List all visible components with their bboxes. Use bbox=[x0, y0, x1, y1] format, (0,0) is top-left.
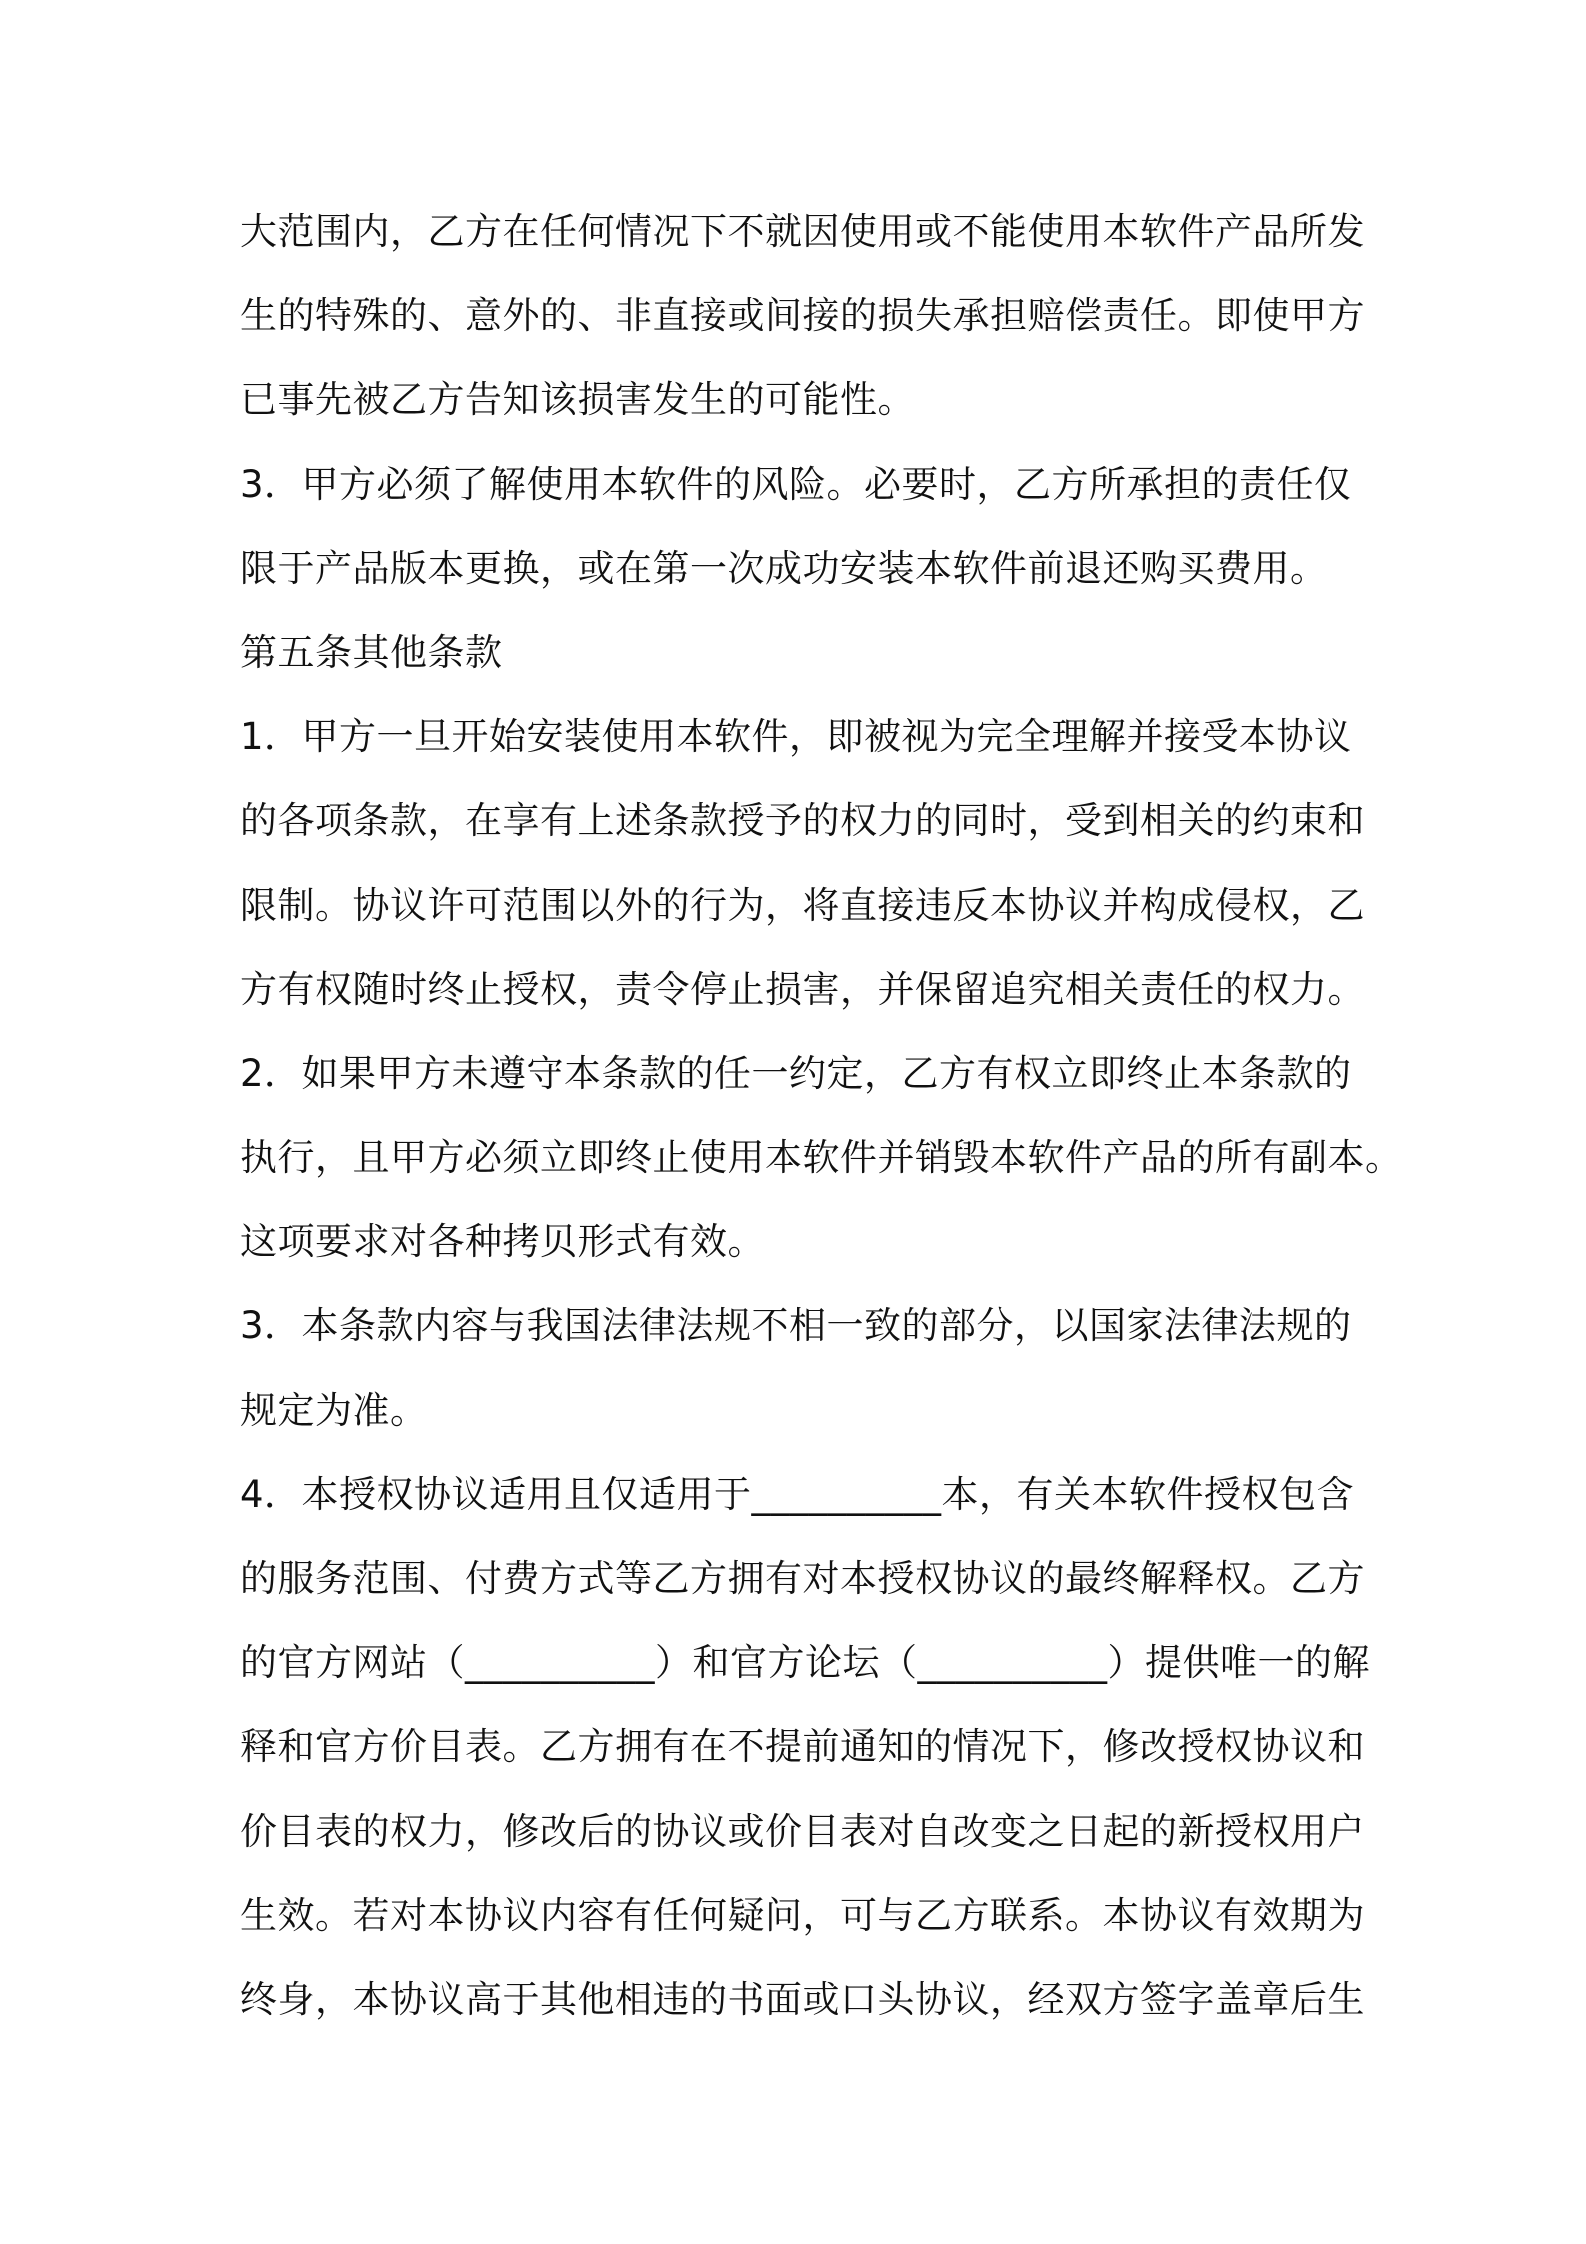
text-line: 这项要求对各种拷贝形式有效。 bbox=[240, 1220, 765, 1264]
text-line: 执行，且甲方必须立即终止使用本软件并销毁本软件产品的所有副本。 bbox=[240, 1136, 1403, 1180]
text-line: 的服务范围、付费方式等乙方拥有对本授权协议的最终解释权。乙方 bbox=[240, 1557, 1365, 1600]
section-heading: 第五条其他条款 bbox=[240, 630, 503, 674]
text-line: 的官方网站（__________）和官方论坛（__________）提供唯一的解 bbox=[240, 1641, 1370, 1685]
clause-line: 3．甲方必须了解使用本软件的风险。必要时，乙方所承担的责任仅 bbox=[240, 462, 1352, 506]
text-line: 已事先被乙方告知该损害发生的可能性。 bbox=[240, 378, 915, 422]
clause-line: 4．本授权协议适用且仅适用于__________本，有关本软件授权包含 bbox=[240, 1472, 1355, 1516]
text-line: 生的特殊的、意外的、非直接或间接的损失承担赔偿责任。即使甲方 bbox=[240, 294, 1365, 338]
document-body bbox=[240, 190, 1403, 2042]
text-line: 方有权随时终止授权，责令停止损害，并保留追究相关责任的权力。 bbox=[240, 967, 1365, 1011]
text-line: 规定为准。 bbox=[240, 1388, 428, 1432]
text-line: 限于产品版本更换，或在第一次成功安装本软件前退还购买费用。 bbox=[240, 546, 1328, 590]
text-line: 生效。若对本协议内容有任何疑问，可与乙方联系。本协议有效期为 bbox=[240, 1893, 1365, 1937]
clause-line: 1．甲方一旦开始安装使用本软件，即被视为完全理解并接受本协议 bbox=[240, 715, 1352, 759]
text-line: 终身，本协议高于其他相违的书面或口头协议，经双方签字盖章后生 bbox=[240, 1977, 1365, 2021]
text-line: 限制。协议许可范围以外的行为，将直接违反本协议并构成侵权，乙 bbox=[240, 883, 1365, 927]
text-line: 的各项条款，在享有上述条款授予的权力的同时，受到相关的约束和 bbox=[240, 799, 1365, 843]
clause-line: 3．本条款内容与我国法律法规不相一致的部分，以国家法律法规的 bbox=[240, 1304, 1352, 1348]
text-line: 大范围内，乙方在任何情况下不就因使用或不能使用本软件产品所发 bbox=[240, 210, 1365, 253]
text-line: 价目表的权力，修改后的协议或价目表对自改变之日起的新授权用户 bbox=[240, 1809, 1365, 1853]
text-line: 释和官方价目表。乙方拥有在不提前通知的情况下，修改授权协议和 bbox=[240, 1725, 1365, 1769]
clause-line: 2．如果甲方未遵守本条款的任一约定，乙方有权立即终止本条款的 bbox=[240, 1051, 1352, 1095]
